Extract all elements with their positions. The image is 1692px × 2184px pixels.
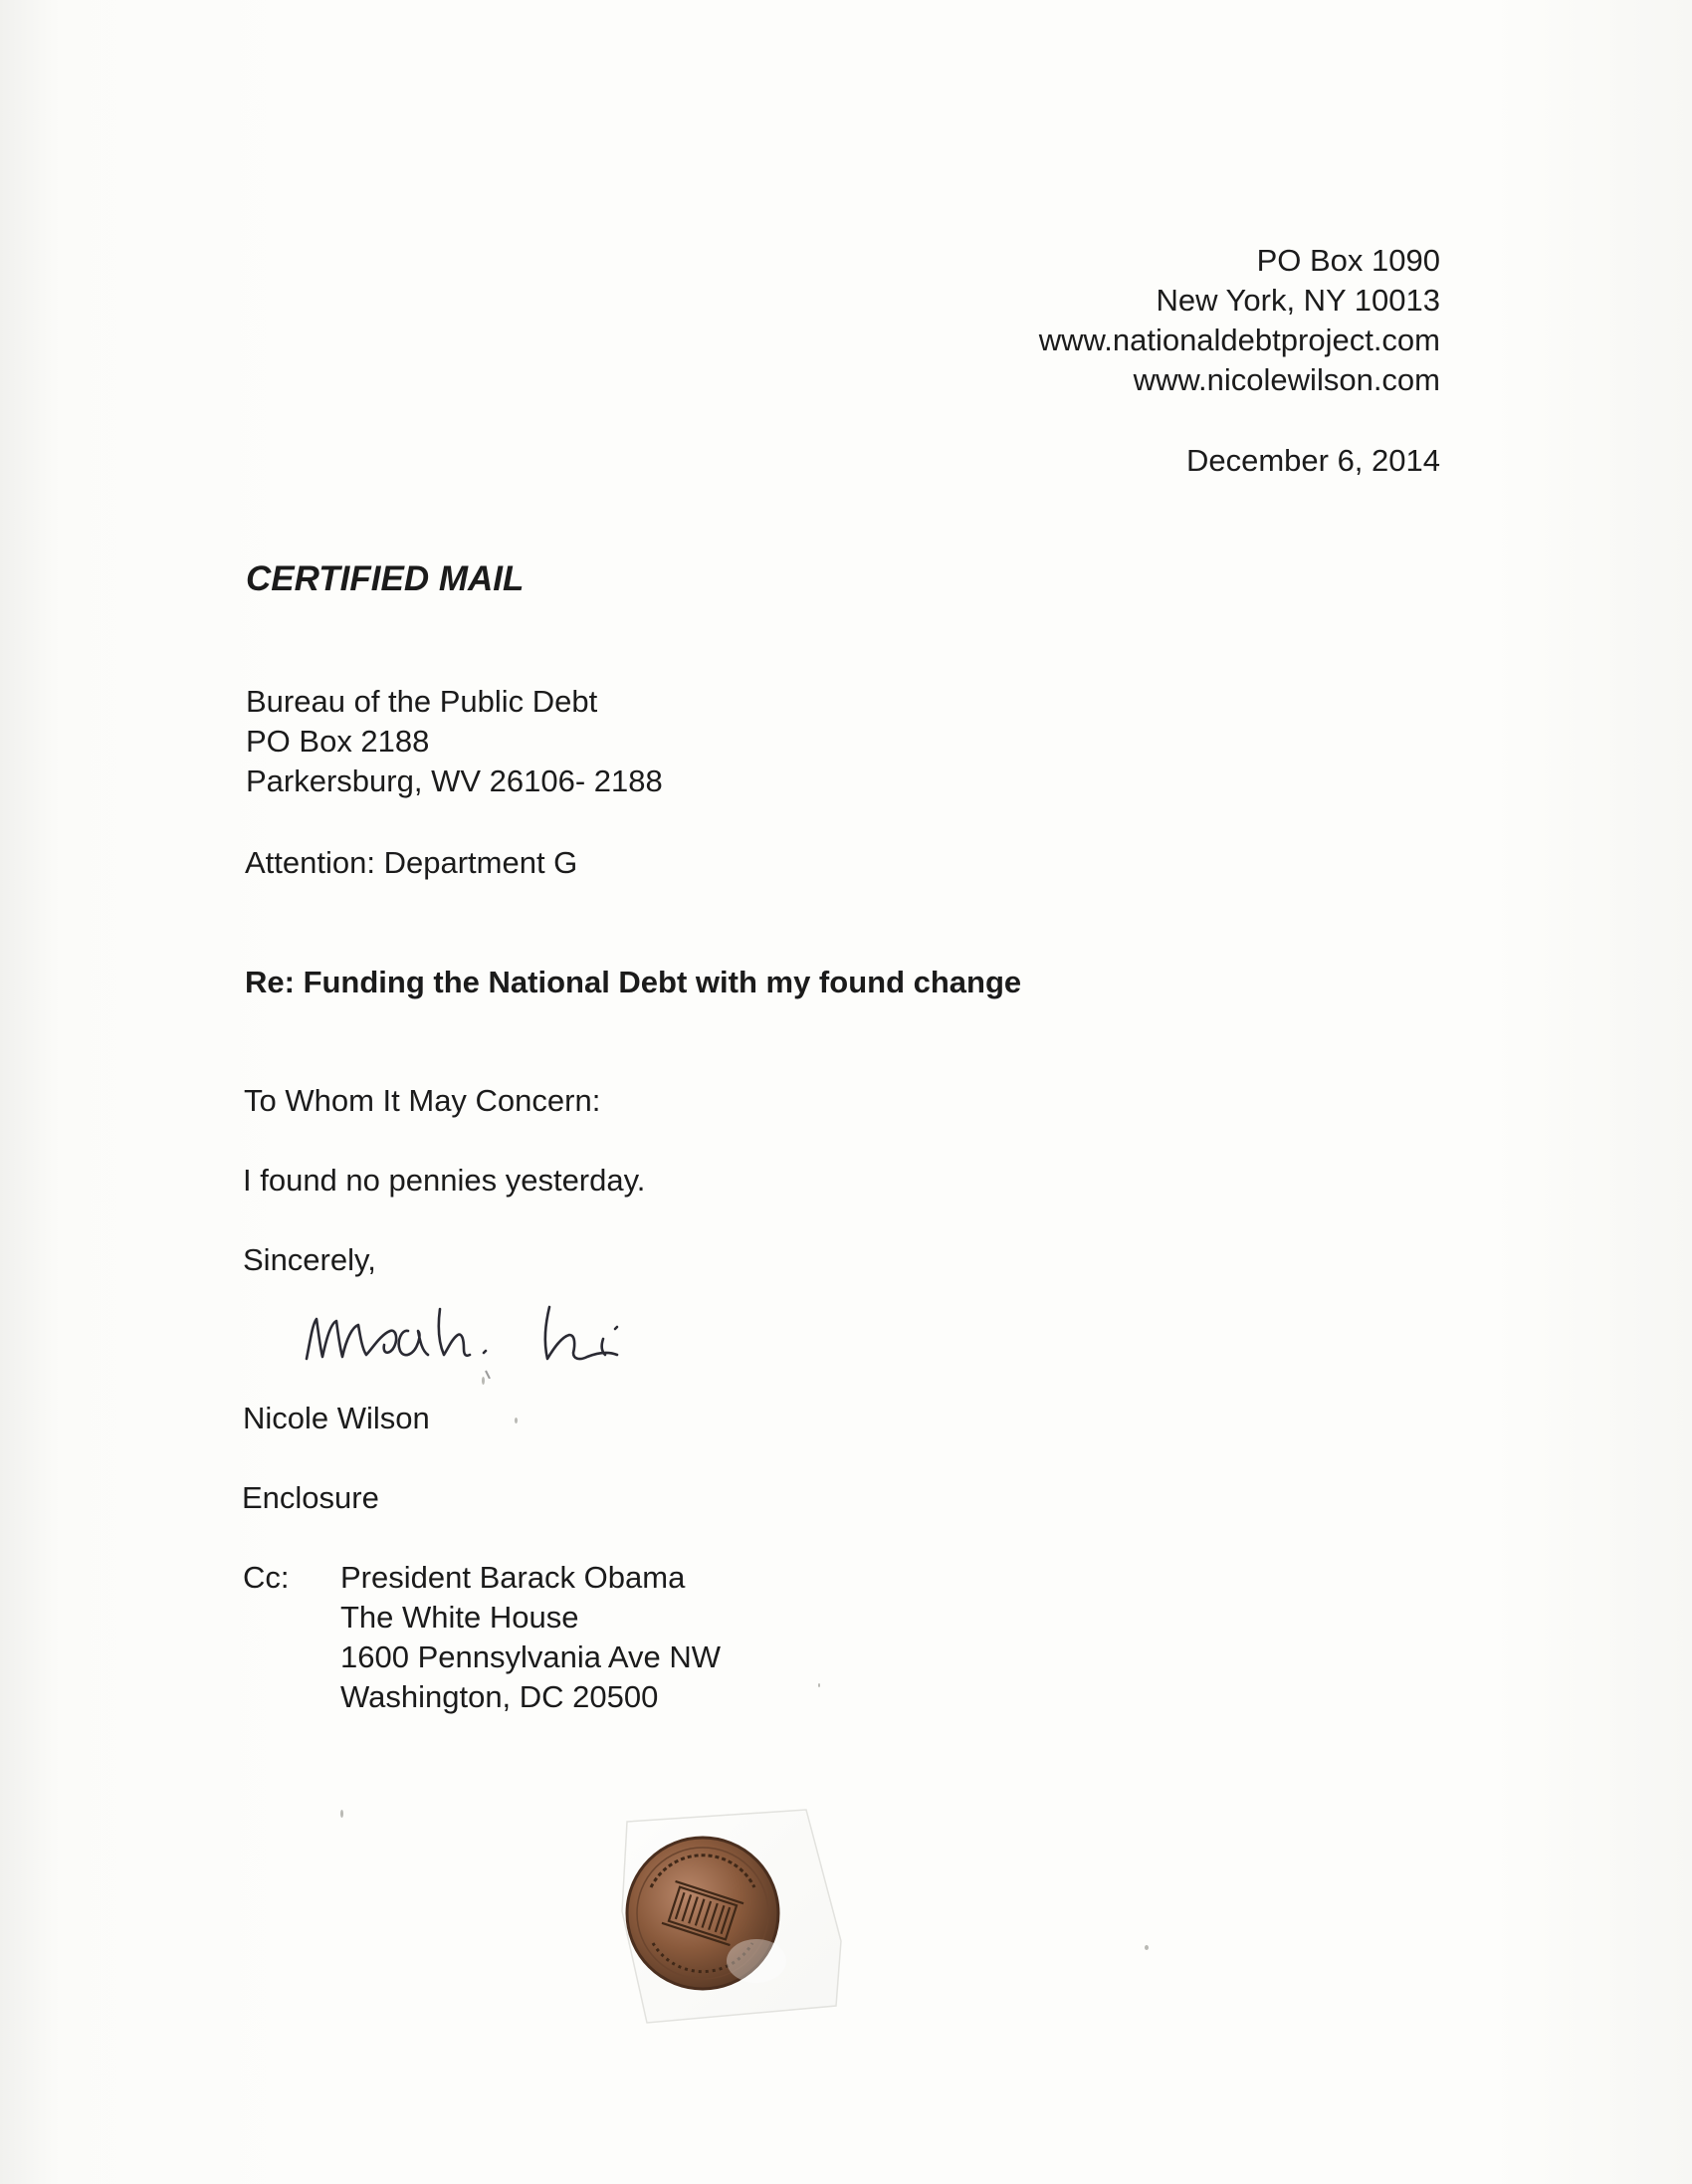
- cc-line-city: Washington, DC 20500: [340, 1679, 659, 1714]
- signer-name: Nicole Wilson: [243, 1401, 430, 1435]
- recipient-address: [246, 682, 663, 801]
- sender-line-website-1: www.nationaldebtproject.com: [1038, 323, 1440, 357]
- enclosure-note: Enclosure: [242, 1480, 379, 1515]
- cc-line-name: President Barack Obama: [340, 1560, 686, 1595]
- letter-date: December 6, 2014: [1185, 443, 1440, 478]
- sender-address: [1039, 241, 1440, 400]
- recipient-line-pobox: PO Box 2188: [246, 724, 430, 759]
- recipient-line-name: Bureau of the Public Debt: [246, 684, 598, 719]
- certified-mail-heading: CERTIFIED MAIL: [246, 559, 525, 598]
- closing: Sincerely,: [243, 1242, 376, 1277]
- subject-line: Re: Funding the National Debt with my found change: [245, 965, 1022, 999]
- paper-speck: [818, 1683, 820, 1687]
- paper-speck: [482, 1377, 485, 1385]
- cc-line-org: The White House: [340, 1600, 579, 1635]
- cc-line-street: 1600 Pennsylvania Ave NW: [340, 1639, 721, 1674]
- cc-address: [340, 1558, 721, 1717]
- attention-line: Attention: Department G: [245, 845, 578, 880]
- paper-speck: [1145, 1945, 1149, 1950]
- sender-line-website-2: www.nicolewilson.com: [1133, 362, 1440, 397]
- handwritten-signature: [299, 1279, 657, 1379]
- letter-body: I found no pennies yesterday.: [243, 1163, 646, 1198]
- sender-line-pobox: PO Box 1090: [1256, 243, 1440, 278]
- paper-speck: [515, 1418, 518, 1423]
- paper-speck: [340, 1810, 343, 1818]
- recipient-line-city: Parkersburg, WV 26106- 2188: [246, 764, 663, 798]
- enclosed-penny: [607, 1792, 856, 2031]
- salutation: To Whom It May Concern:: [244, 1083, 601, 1118]
- sender-line-city: New York, NY 10013: [1156, 283, 1440, 318]
- cc-label: Cc:: [243, 1560, 290, 1595]
- penny-coin-icon: [607, 1792, 856, 2031]
